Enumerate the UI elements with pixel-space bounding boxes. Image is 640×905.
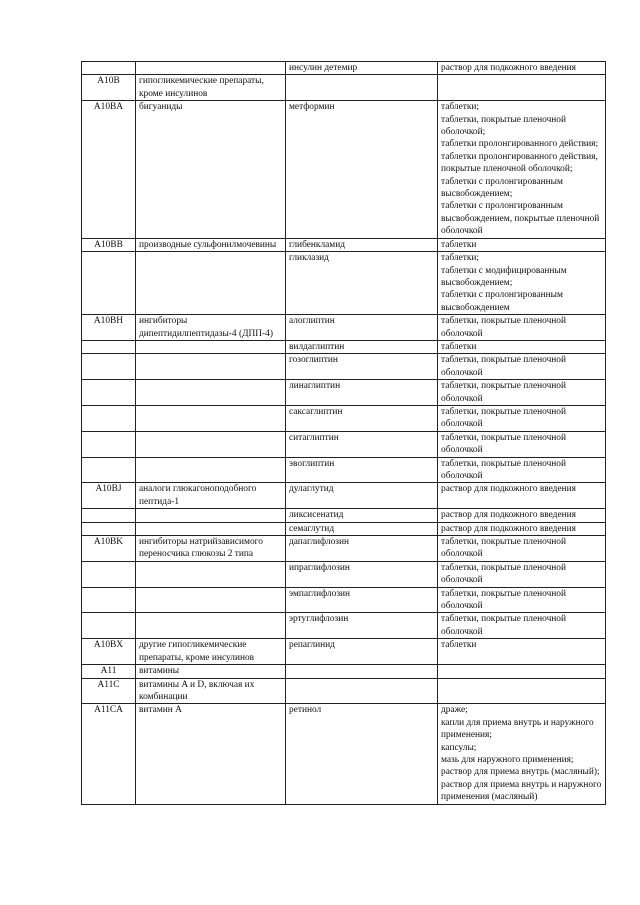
- pharm-group-cell: гипогликемические препараты, кроме инсулинов: [136, 75, 286, 101]
- pharm-group-cell: [136, 561, 286, 587]
- atc-code-cell: [82, 457, 136, 483]
- pharm-group-cell: другие гипогликемические препараты, кроме инсулинов: [136, 639, 286, 665]
- drug-table: [81, 61, 606, 805]
- table-row: [82, 405, 606, 431]
- substance-cell: ситаглиптин: [286, 431, 438, 457]
- substance-cell: глибенкламид: [286, 238, 438, 251]
- pharm-group-cell: [136, 587, 286, 613]
- dosage-form-cell: таблетки, покрытые пленочной оболочкой: [438, 561, 606, 587]
- table-row: [82, 380, 606, 406]
- pharm-group-cell: ингибиторы натрийзависимого переносчика глюкозы 2 типа: [136, 536, 286, 562]
- pharm-group-cell: [136, 354, 286, 380]
- atc-code-cell: [82, 613, 136, 639]
- dosage-form-cell: раствор для подкожного введения: [438, 509, 606, 522]
- pharm-group-cell: ингибиторы дипептидилпептидазы-4 (ДПП-4): [136, 315, 286, 341]
- table-row: [82, 704, 606, 804]
- pharm-group-cell: производные сульфонилмочевины: [136, 238, 286, 251]
- atc-code-cell: A11CA: [82, 704, 136, 804]
- substance-cell: вилдаглиптин: [286, 340, 438, 353]
- drug-table-body: [82, 62, 606, 805]
- substance-cell: ликсисенатид: [286, 509, 438, 522]
- substance-cell: ретинол: [286, 704, 438, 804]
- atc-code-cell: A11C: [82, 678, 136, 704]
- pharm-group-cell: витамин A: [136, 704, 286, 804]
- pharm-group-cell: [136, 431, 286, 457]
- dosage-form-cell: таблетки, покрытые пленочной оболочкой: [438, 380, 606, 406]
- table-row: [82, 522, 606, 535]
- atc-code-cell: A10BK: [82, 536, 136, 562]
- substance-cell: [286, 678, 438, 704]
- substance-cell: [286, 665, 438, 678]
- dosage-form-cell: таблетки, покрытые пленочной оболочкой: [438, 587, 606, 613]
- table-row: [82, 340, 606, 353]
- atc-code-cell: [82, 405, 136, 431]
- substance-cell: эмпаглифлозин: [286, 587, 438, 613]
- dosage-form-cell: таблетки, покрытые пленочной оболочкой: [438, 405, 606, 431]
- pharm-group-cell: [136, 613, 286, 639]
- dosage-form-cell: таблетки; таблетки, покрытые пленочной оболочкой; таблетки пролонгированного действия; таблетки пролонгированного действия, покрытые пленочной оболочкой; таблетки с пролонгированным высвобождением; таблетки с пролонгированным высвобождением, покрытые пленочной оболочкой: [438, 101, 606, 238]
- atc-code-cell: A10BB: [82, 238, 136, 251]
- pharm-group-cell: [136, 509, 286, 522]
- dosage-form-cell: [438, 678, 606, 704]
- dosage-form-cell: таблетки, покрытые пленочной оболочкой: [438, 431, 606, 457]
- pharm-group-cell: витамины A и D, включая их комбинации: [136, 678, 286, 704]
- table-row: [82, 238, 606, 251]
- pharm-group-cell: [136, 405, 286, 431]
- atc-code-cell: [82, 522, 136, 535]
- dosage-form-cell: таблетки: [438, 639, 606, 665]
- pharm-group-cell: [136, 340, 286, 353]
- table-row: [82, 678, 606, 704]
- atc-code-cell: [82, 561, 136, 587]
- table-row: [82, 483, 606, 509]
- pharm-group-cell: [136, 457, 286, 483]
- atc-code-cell: [82, 380, 136, 406]
- table-row: [82, 431, 606, 457]
- dosage-form-cell: таблетки, покрытые пленочной оболочкой: [438, 315, 606, 341]
- substance-cell: алоглиптин: [286, 315, 438, 341]
- dosage-form-cell: таблетки: [438, 340, 606, 353]
- atc-code-cell: [82, 509, 136, 522]
- atc-code-cell: [82, 62, 136, 75]
- atc-code-cell: A10BJ: [82, 483, 136, 509]
- table-row: [82, 509, 606, 522]
- substance-cell: семаглутид: [286, 522, 438, 535]
- substance-cell: инсулин детемир: [286, 62, 438, 75]
- table-row: [82, 62, 606, 75]
- table-row: [82, 665, 606, 678]
- atc-code-cell: A10BA: [82, 101, 136, 238]
- dosage-form-cell: драже; капли для приема внутрь и наружного применения; капсулы; мазь для наружного применения; раствор для приема внутрь (масляный); раствор для приема внутрь и наружного применения (масляный): [438, 704, 606, 804]
- table-row: [82, 561, 606, 587]
- substance-cell: саксаглиптин: [286, 405, 438, 431]
- dosage-form-cell: [438, 665, 606, 678]
- substance-cell: дапаглифлозин: [286, 536, 438, 562]
- substance-cell: гозоглиптин: [286, 354, 438, 380]
- dosage-form-cell: раствор для подкожного введения: [438, 62, 606, 75]
- pharm-group-cell: [136, 380, 286, 406]
- substance-cell: дулаглутид: [286, 483, 438, 509]
- substance-cell: [286, 75, 438, 101]
- dosage-form-cell: раствор для подкожного введения: [438, 522, 606, 535]
- pharm-group-cell: [136, 522, 286, 535]
- substance-cell: репаглинид: [286, 639, 438, 665]
- table-row: [82, 354, 606, 380]
- substance-cell: метформин: [286, 101, 438, 238]
- dosage-form-cell: таблетки, покрытые пленочной оболочкой: [438, 613, 606, 639]
- dosage-form-cell: таблетки, покрытые пленочной оболочкой: [438, 457, 606, 483]
- pharm-group-cell: аналоги глюкагоноподобного пептида-1: [136, 483, 286, 509]
- atc-code-cell: [82, 587, 136, 613]
- atc-code-cell: A10B: [82, 75, 136, 101]
- pharm-group-cell: [136, 62, 286, 75]
- atc-code-cell: [82, 431, 136, 457]
- substance-cell: ипраглифлозин: [286, 561, 438, 587]
- pharm-group-cell: бигуаниды: [136, 101, 286, 238]
- atc-code-cell: A11: [82, 665, 136, 678]
- table-row: [82, 101, 606, 238]
- dosage-form-cell: таблетки; таблетки с модифицированным высвобождением; таблетки с пролонгированным высвобождением: [438, 252, 606, 315]
- table-row: [82, 315, 606, 341]
- table-row: [82, 587, 606, 613]
- table-row: [82, 252, 606, 315]
- substance-cell: линаглиптин: [286, 380, 438, 406]
- dosage-form-cell: таблетки: [438, 238, 606, 251]
- atc-code-cell: [82, 340, 136, 353]
- dosage-form-cell: таблетки, покрытые пленочной оболочкой: [438, 354, 606, 380]
- atc-code-cell: [82, 354, 136, 380]
- pharm-group-cell: [136, 252, 286, 315]
- atc-code-cell: A10BH: [82, 315, 136, 341]
- substance-cell: эртуглифлозин: [286, 613, 438, 639]
- atc-code-cell: [82, 252, 136, 315]
- dosage-form-cell: [438, 75, 606, 101]
- atc-code-cell: A10BX: [82, 639, 136, 665]
- pharm-group-cell: витамины: [136, 665, 286, 678]
- dosage-form-cell: таблетки, покрытые пленочной оболочкой: [438, 536, 606, 562]
- table-row: [82, 457, 606, 483]
- table-row: [82, 536, 606, 562]
- dosage-form-cell: раствор для подкожного введения: [438, 483, 606, 509]
- table-row: [82, 613, 606, 639]
- table-row: [82, 639, 606, 665]
- table-row: [82, 75, 606, 101]
- substance-cell: гликлазид: [286, 252, 438, 315]
- substance-cell: эвоглиптин: [286, 457, 438, 483]
